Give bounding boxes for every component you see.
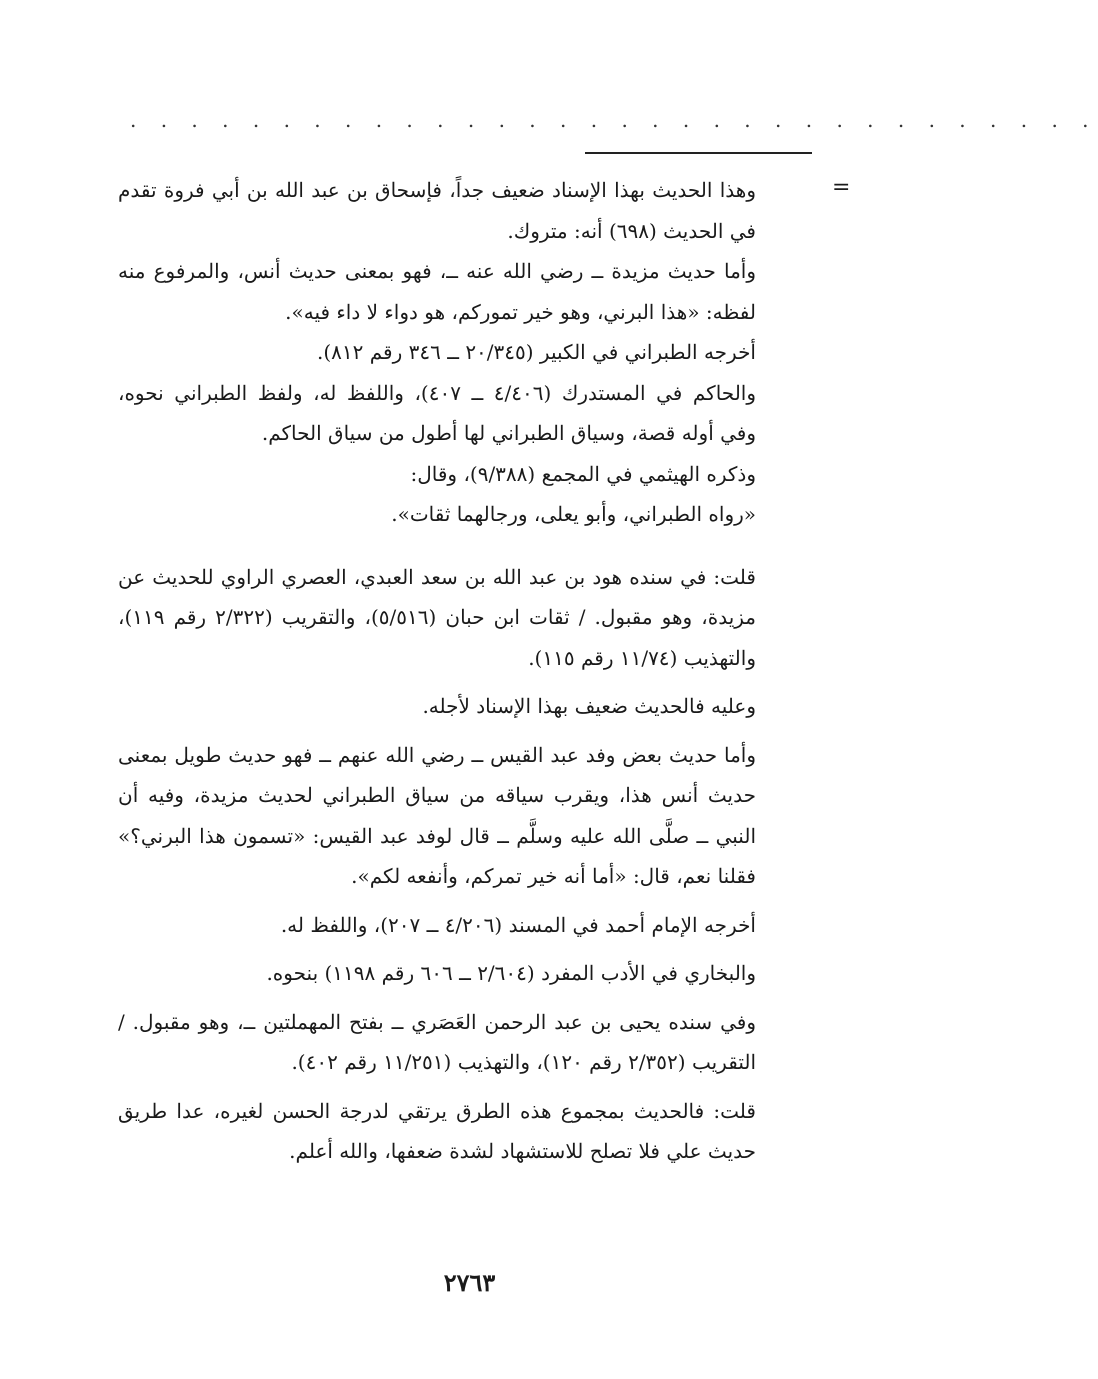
paragraph-6: «رواه الطبراني، وأبو يعلى، ورجالهما ثقات». xyxy=(391,502,756,526)
paragraph-12: وفي سنده يحيى بن عبد الرحمن العَصَري ــ بفتح المهملتين ــ، وهو مقبول. / التقريب (٢/٣٥٢ رقم ١٢٠)، والتهذيب (١١/٢٥١ رقم ٤٠٢). xyxy=(118,1009,756,1074)
page-body xyxy=(118,170,756,1180)
paragraph-2: وأما حديث مزيدة ــ رضي الله عنه ــ، فهو بمعنى حديث أنس، والمرفوع منه لفظه: «هذا البرني، وهو خير تموركم، هو دواء لا داء فيه». xyxy=(118,259,756,324)
paragraph-7: قلت: في سنده هود بن عبد الله بن سعد العبدي، العصري الراوي للحديث عن مزيدة، وهو مقبول. / ثقات ابن حبان (٥/٥١٦)، والتقريب (٢/٣٢٢ رقم ١١٩)، والتهذيب (١١/٧٤ رقم ١١٥). xyxy=(118,564,757,670)
paragraph-11: والبخاري في الأدب المفرد (٢/٦٠٤ ــ ٦٠٦ رقم ١١٩٨) بنحوه. xyxy=(266,961,756,985)
paragraph-10: أخرجه الإمام أحمد في المسند (٤/٢٠٦ ــ ٢٠٧)، واللفظ له. xyxy=(280,912,756,937)
dotted-separator: . . . . . . . . . . . . . . . . . . . . . . . . . . . . . . . . xyxy=(130,108,1098,132)
paragraph-3: أخرجه الطبراني في الكبير (٢٠/٣٤٥ ــ ٣٤٦ رقم ٨١٢). xyxy=(316,340,756,364)
paragraph-9: وأما حديث بعض وفد عبد القيس ــ رضي الله عنهم ــ فهو حديث طويل بمعنى حديث أنس هذا، ويقرب سياقه من سياق الطبراني لحديث مزيدة، وفيه أن النبي ــ صلَّى الله عليه وسلَّم ــ قال لوفد عبد القيس: «تسمون هذا البرني؟» فقلنا نعم، قال: «أما أنه خير تمركم، وأنفعه لكم». xyxy=(118,742,756,888)
paragraph-1: وهذا الحديث بهذا الإسناد ضعيف جداً، فإسحاق بن عبد الله بن أبي فروة تقدم في الحديث (٦٩٨) أنه: متروك. xyxy=(118,178,756,243)
paragraph-4: والحاكم في المستدرك (٤/٤٠٦ ــ ٤٠٧)، واللفظ له، ولفظ الطبراني نحوه، وفي أوله قصة، وسياق الطبراني لها أطول من سياق الحاكم. xyxy=(118,380,757,445)
paragraph-5: وذكره الهيثمي في المجمع (٩/٣٨٨)، وقال: xyxy=(410,461,756,486)
paragraph-8: وعليه فالحديث ضعيف بهذا الإسناد لأجله. xyxy=(422,694,756,718)
paragraph-13: قلت: فالحديث بمجموع هذه الطرق يرتقي لدرجة الحسن لغيره، عدا طريق حديث علي فلا تصلح للاستشهاد لشدة ضعفها، والله أعلم. xyxy=(118,1098,756,1163)
continuation-mark: = xyxy=(832,175,851,200)
footnote-rule xyxy=(585,152,812,154)
page-number: ٢٧٦٣ xyxy=(443,1268,496,1297)
